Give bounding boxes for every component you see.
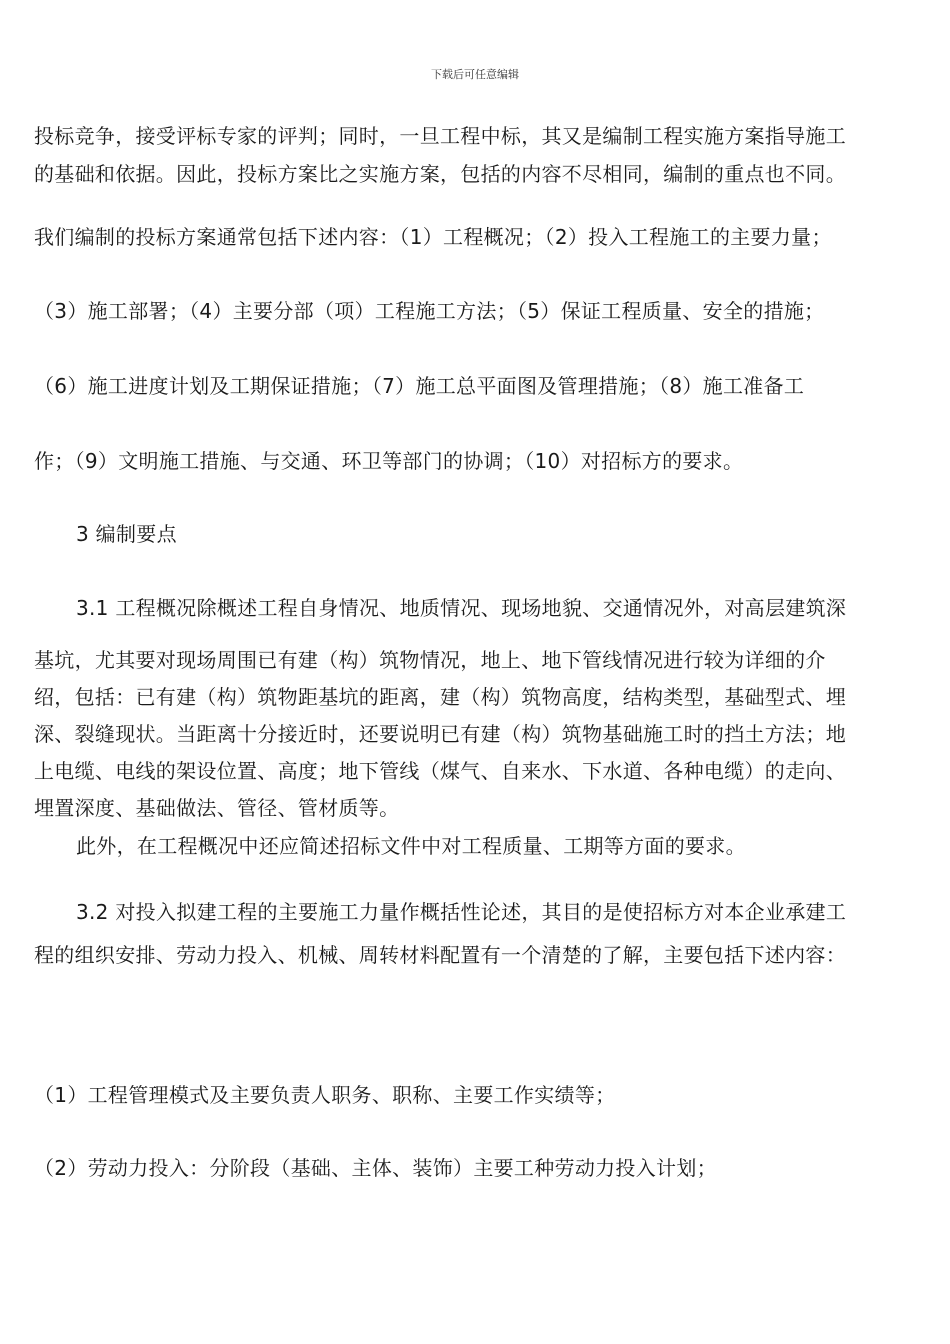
paragraph-line: 上电缆、电线的架设位置、高度；地下管线（煤气、自来水、下水道、各种电缆）的走向、 bbox=[34, 759, 846, 783]
page-header: 下载后可任意编辑 bbox=[431, 68, 519, 81]
list-item: （1）工程管理模式及主要负责人职务、职称、主要工作实绩等； bbox=[34, 1083, 616, 1107]
paragraph-line: 基坑，尤其要对现场周围已有建（构）筑物情况，地上、地下管线情况进行较为详细的介 bbox=[34, 648, 826, 672]
paragraph-line: 作；（9）文明施工措施、与交通、环卫等部门的协调；（10）对招标方的要求。 bbox=[34, 449, 744, 473]
paragraph-line: （6）施工进度计划及工期保证措施；（7）施工总平面图及管理措施；（8）施工准备工 bbox=[34, 374, 805, 398]
paragraph-line: （3）施工部署；（4）主要分部（项）工程施工方法；（5）保证工程质量、安全的措施； bbox=[34, 299, 825, 323]
paragraph-line: 投标竞争，接受评标专家的评判；同时，一旦工程中标，其又是编制工程实施方案指导施工 bbox=[34, 124, 846, 148]
paragraph-line: 埋置深度、基础做法、管径、管材质等。 bbox=[34, 796, 400, 820]
paragraph-line: 3.2 对投入拟建工程的主要施工力量作概括性论述，其目的是使招标方对本企业承建工 bbox=[76, 900, 847, 924]
paragraph-line: 3.1 工程概况除概述工程自身情况、地质情况、现场地貌、交通情况外，对高层建筑深 bbox=[76, 596, 847, 620]
paragraph-line: 绍，包括：已有建（构）筑物距基坑的距离，建（构）筑物高度，结构类型，基础型式、埋 bbox=[34, 685, 846, 709]
paragraph-line: 程的组织安排、劳动力投入、机械、周转材料配置有一个清楚的了解，主要包括下述内容： bbox=[34, 943, 846, 967]
paragraph-line: 此外，在工程概况中还应简述招标文件中对工程质量、工期等方面的要求。 bbox=[76, 834, 746, 858]
paragraph-line: 我们编制的投标方案通常包括下述内容：（1）工程概况；（2）投入工程施工的主要力量； bbox=[34, 225, 832, 249]
section-heading: 3 编制要点 bbox=[76, 522, 177, 546]
paragraph-line: 深、裂缝现状。当距离十分接近时，还要说明已有建（构）筑物基础施工时的挡土方法；地 bbox=[34, 722, 846, 746]
list-item: （2）劳动力投入：分阶段（基础、主体、装饰）主要工种劳动力投入计划； bbox=[34, 1156, 717, 1180]
paragraph-line: 的基础和依据。因此，投标方案比之实施方案，包括的内容不尽相同，编制的重点也不同。 bbox=[34, 162, 846, 186]
